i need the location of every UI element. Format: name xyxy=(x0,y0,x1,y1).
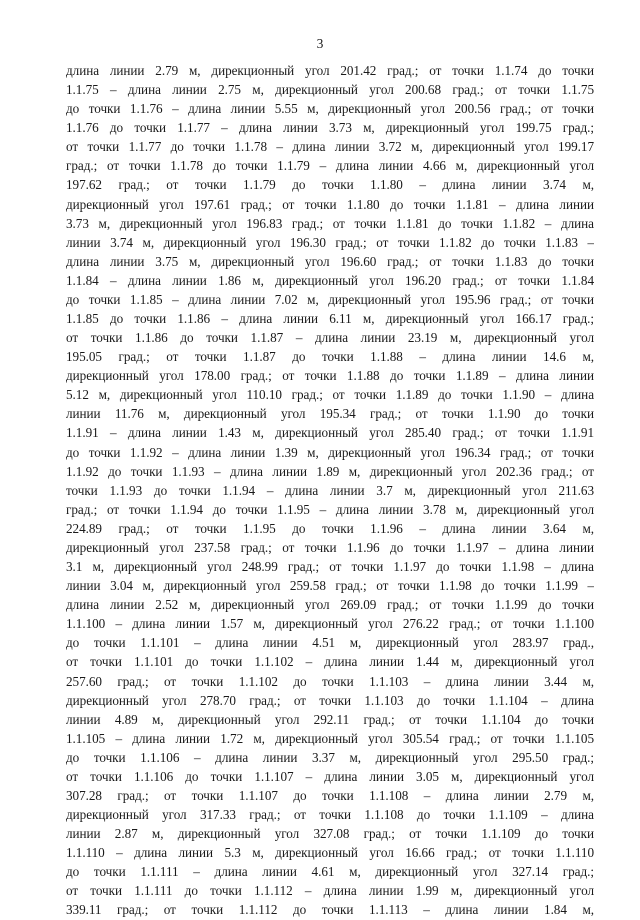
text-line: линии 2.87 м, дирекционный угол 327.08 град.; от точки 1.1.109 до точки xyxy=(66,826,594,842)
page-number: 3 xyxy=(316,36,324,51)
text-line: от точки 1.1.111 до точки 1.1.112 – длина линии 1.99 м, дирекционный угол xyxy=(66,883,594,899)
text-line: 1.1.76 до точки 1.1.77 – длина линии 3.73 м, дирекционный угол 199.75 град.; xyxy=(66,120,594,136)
text-line: град.; от точки 1.1.94 до точки 1.1.95 – длина линии 3.78 м, дирекционный угол xyxy=(66,501,594,517)
text-line: 1.1.100 – длина линии 1.57 м, дирекционный угол 276.22 град.; от точки 1.1.100 xyxy=(66,616,594,632)
text-line: длина линии 2.52 м, дирекционный угол 269.09 град.; от точки 1.1.99 до точки xyxy=(66,597,594,613)
text-line: 3.1 м, дирекционный угол 248.99 град.; от точки 1.1.97 до точки 1.1.98 – длина xyxy=(66,559,594,575)
text-line: длина линии 3.75 м, дирекционный угол 196.60 град.; от точки 1.1.83 до точки xyxy=(66,253,594,269)
text-line: 1.1.92 до точки 1.1.93 – длина линии 1.89 м, дирекционный угол 202.36 град.; от xyxy=(66,463,594,479)
text-line: от точки 1.1.86 до точки 1.1.87 – длина линии 23.19 м, дирекционный угол xyxy=(66,330,594,346)
text-line: точки 1.1.93 до точки 1.1.94 – длина линии 3.7 м, дирекционный угол 211.63 xyxy=(66,482,594,498)
text-line: линии 4.89 м, дирекционный угол 292.11 град.; от точки 1.1.104 до точки xyxy=(66,711,594,727)
text-line: до точки 1.1.101 – длина линии 4.51 м, дирекционный угол 283.97 град., xyxy=(66,635,594,651)
text-line: 339.11 град.; от точки 1.1.112 до точки 1.1.113 – длина линии 1.84 м, xyxy=(66,902,594,918)
text-line: до точки 1.1.111 – длина линии 4.61 м, дирекционный угол 327.14 град.; xyxy=(66,864,594,880)
text-line: дирекционный угол 317.33 град.; от точки 1.1.108 до точки 1.1.109 – длина xyxy=(66,807,594,823)
text-line: линии 3.04 м, дирекционный угол 259.58 град.; от точки 1.1.98 до точки 1.1.99 – xyxy=(66,578,594,594)
text-line: 195.05 град.; от точки 1.1.87 до точки 1.1.88 – длина линии 14.6 м, xyxy=(66,349,594,365)
text-line: 1.1.110 – длина линии 5.3 м, дирекционный угол 16.66 град.; от точки 1.1.110 xyxy=(66,845,594,861)
text-line: до точки 1.1.106 – длина линии 3.37 м, дирекционный угол 295.50 град.; xyxy=(66,749,594,765)
text-line: линии 3.74 м, дирекционный угол 196.30 град.; от точки 1.1.82 до точки 1.1.83 – xyxy=(66,234,594,250)
text-line: от точки 1.1.101 до точки 1.1.102 – длина линии 1.44 м, дирекционный угол xyxy=(66,654,594,670)
text-line: линии 11.76 м, дирекционный угол 195.34 град.; от точки 1.1.90 до точки xyxy=(66,406,594,422)
text-line: до точки 1.1.85 – длина линии 7.02 м, дирекционный угол 195.96 град.; от точки xyxy=(66,291,594,307)
text-line: 197.62 град.; от точки 1.1.79 до точки 1.1.80 – длина линии 3.74 м, xyxy=(66,177,594,193)
text-line: 5.12 м, дирекционный угол 110.10 град.; от точки 1.1.89 до точки 1.1.90 – длина xyxy=(66,387,594,403)
text-line: до точки 1.1.92 – длина линии 1.39 м, дирекционный угол 196.34 град.; от точки xyxy=(66,444,594,460)
document-body xyxy=(66,61,594,920)
text-line: дирекционный угол 278.70 град.; от точки 1.1.103 до точки 1.1.104 – длина xyxy=(66,692,594,708)
text-line: длина линии 2.79 м, дирекционный угол 201.42 град.; от точки 1.1.74 до точки xyxy=(66,63,594,78)
text-line: 307.28 град.; от точки 1.1.107 до точки 1.1.108 – длина линии 2.79 м, xyxy=(66,787,594,803)
text-line: 224.89 град.; от точки 1.1.95 до точки 1.1.96 – длина линии 3.64 м, xyxy=(66,520,594,536)
text-line: 1.1.91 – длина линии 1.43 м, дирекционный угол 285.40 град.; от точки 1.1.91 xyxy=(66,425,594,441)
text-line: от точки 1.1.77 до точки 1.1.78 – длина линии 3.72 м, дирекционный угол 199.17 xyxy=(66,139,594,155)
text-line: до точки 1.1.76 – длина линии 5.55 м, дирекционный угол 200.56 град.; от точки xyxy=(66,101,594,117)
text-line: 257.60 град.; от точки 1.1.102 до точки 1.1.103 – длина линии 3.44 м, xyxy=(66,673,594,689)
text-line: 1.1.105 – длина линии 1.72 м, дирекционный угол 305.54 град.; от точки 1.1.105 xyxy=(66,730,594,746)
text-line: 1.1.85 до точки 1.1.86 – длина линии 6.11 м, дирекционный угол 166.17 град.; xyxy=(66,311,594,327)
text-line: 1.1.84 – длина линии 1.86 м, дирекционный угол 196.20 град.; от точки 1.1.84 xyxy=(66,272,594,288)
text-line: 1.1.75 – длина линии 2.75 м, дирекционный угол 200.68 град.; от точки 1.1.75 xyxy=(66,82,594,98)
text-line: дирекционный угол 178.00 град.; от точки 1.1.88 до точки 1.1.89 – длина линии xyxy=(66,368,594,384)
text-line: град.; от точки 1.1.78 до точки 1.1.79 – длина линии 4.66 м, дирекционный угол xyxy=(66,158,594,174)
text-line: от точки 1.1.106 до точки 1.1.107 – длина линии 3.05 м, дирекционный угол xyxy=(66,768,594,784)
text-line: дирекционный угол 237.58 град.; от точки 1.1.96 до точки 1.1.97 – длина линии xyxy=(66,539,594,555)
text-line: 3.73 м, дирекционный угол 196.83 град.; от точки 1.1.81 до точки 1.1.82 – длина xyxy=(66,215,594,231)
text-line: дирекционный угол 197.61 град.; от точки 1.1.80 до точки 1.1.81 – длина линии xyxy=(66,196,594,212)
